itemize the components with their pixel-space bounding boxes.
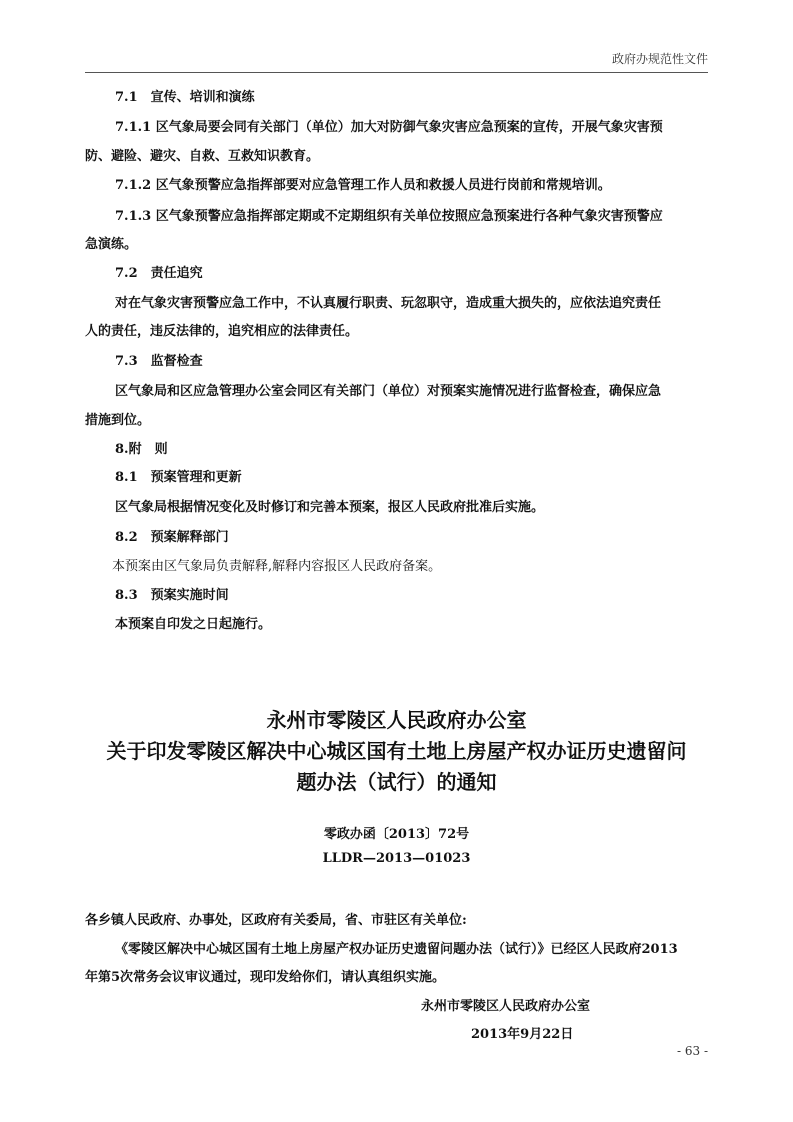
notice-addressee: 各乡镇人民政府、办事处，区政府有关委局，省、市驻区有关单位: [85,913,467,928]
section-7-1-heading: 7.1 宣传、培训和演练 [115,90,255,105]
page-number: - 63 - [676,1044,708,1058]
signer-organization: 永州市零陵区人民政府办公室 [421,999,591,1014]
section-7-1-3-line2: 急演练。 [85,237,138,252]
header-label: 政府办规范性文件 [611,52,708,66]
document-number: 零政办函〔2013〕72号 [323,827,470,842]
section-8-1-text: 区气象局根据情况变化及时修订和完善本预案，报区人民政府批准后实施。 [115,500,545,515]
section-7-2-line1: 对在气象灾害预警应急工作中，不认真履行职责、玩忽职守，造成重大损失的，应依法追究责任 [115,296,662,311]
header-divider [85,72,708,73]
section-7-1-2: 7.1.2 区气象预警应急指挥部要对应急管理工作人员和救援人员进行岗前和常规培训。 [115,178,611,193]
section-8-2-heading: 8.2 预案解释部门 [115,530,229,545]
notice-body-line2: 年第5次常务会议审议通过，现印发给你们，请认真组织实施。 [85,970,446,985]
notice-title-line3: 题办法（试行）的通知 [296,770,497,794]
section-7-2-heading: 7.2 责任追究 [115,266,203,281]
section-8-3-heading: 8.3 预案实施时间 [115,588,229,603]
section-7-3-line2: 措施到位。 [85,413,151,428]
document-code: LLDR—2013—01023 [322,851,471,866]
section-7-3-heading: 7.3 监督检查 [115,354,203,369]
section-8-3-text: 本预案自印发之日起施行。 [115,617,272,632]
section-8-1-heading: 8.1 预案管理和更新 [115,470,242,485]
section-7-1-3-line1: 7.1.3 区气象预警应急指挥部定期或不定期组织有关单位按照应急预案进行各种气象灾害预警应 [115,209,663,224]
notice-body-line1: 《零陵区解决中心城区国有土地上房屋产权办证历史遗留问题办法（试行）》已经区人民政府2013 [115,942,678,957]
section-7-3-line1: 区气象局和区应急管理办公室会同区有关部门（单位）对预案实施情况进行监督检查，确保应急 [115,384,662,399]
signing-date: 2013年9月22日 [471,1027,574,1042]
section-7-1-1-line1: 7.1.1 区气象局要会同有关部门（单位）加大对防御气象灾害应急预案的宣传，开展气象灾害预 [115,120,663,135]
section-8-2-text: 本预案由区气象局负责解释,解释内容报区人民政府备案。 [112,559,442,574]
notice-title-line1: 永州市零陵区人民政府办公室 [266,708,527,732]
section-8-heading: 8.附 则 [115,442,168,457]
notice-title-line2: 关于印发零陵区解决中心城区国有土地上房屋产权办证历史遗留问 [106,739,687,763]
section-7-1-1-line2: 防、避险、避灾、自救、互救知识教育。 [85,149,320,164]
section-7-2-line2: 人的责任，违反法律的，追究相应的法律责任。 [85,324,359,339]
